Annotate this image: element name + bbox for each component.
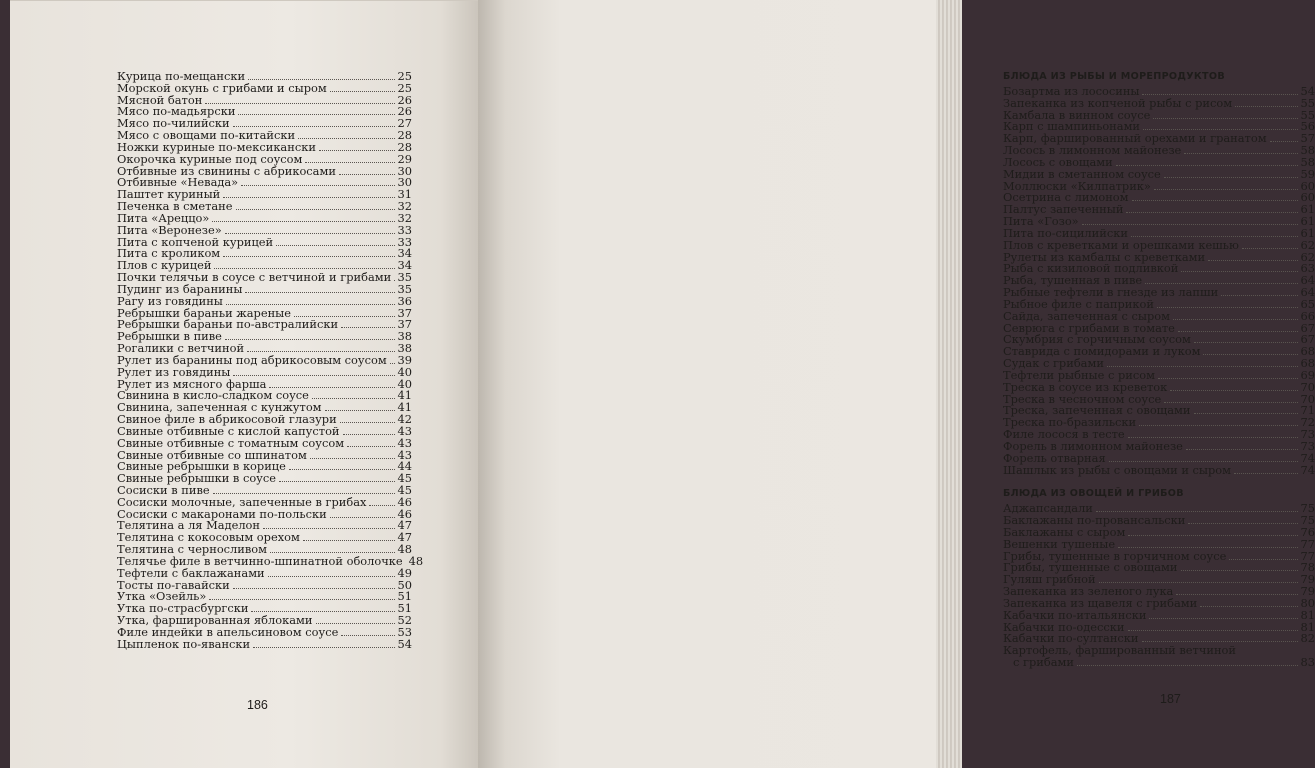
left-toc-list [117,69,424,651]
toc-dot-leader [347,438,394,447]
toc-entry-page: 40 [397,376,412,391]
toc-entry-page: 65 [1300,296,1315,311]
toc-entry-page: 48 [408,553,424,568]
toc-dot-leader [268,568,395,577]
toc-entry-title: Треска в соусе из креветок [1003,379,1168,394]
toc-dot-leader [1109,453,1298,462]
toc-entry-title: Свиные отбивные со шпинатом [117,447,307,462]
toc-dot-leader [1077,657,1298,666]
toc-dot-leader [1186,441,1298,450]
toc-dot-leader [1143,121,1297,130]
toc-entry-title: Шашлык из рыбы с овощами и сыром [1003,462,1231,477]
toc-entry-title: Сосиски молочные, запеченные в грибах [117,494,367,509]
toc-dot-leader [330,83,395,92]
toc-dot-leader [341,627,394,636]
toc-dot-leader [1107,358,1298,367]
toc-entry-title: Рыба, тушенная в пиве [1003,273,1143,288]
toc-entry-page: 43 [397,447,412,462]
toc-entry-page: 64 [1300,285,1315,300]
toc-dot-leader [209,591,394,600]
toc-entry-title: Моллюски «Килпатрик» [1003,178,1151,193]
toc-entry-title: Картофель, фаршированный ветчиной [1003,643,1237,658]
toc-entry-page: 37 [397,305,412,320]
toc-entry-title: Пита «Гозо» [1003,214,1079,229]
toc-dot-leader [341,319,394,328]
toc-entry-title: Мидии в сметанном соусе [1003,166,1161,181]
toc-dot-leader [294,308,395,317]
toc-entry-title: Отбивные из свинины с абрикосами [117,163,336,178]
toc-entry-title: Свинина в кисло-сладком соусе [117,388,309,403]
toc-entry-title: Паштет куриный [117,187,221,202]
toc-entry-title: Скумбрия с горчичным соусом [1003,332,1191,347]
toc-entry-page: 43 [397,423,412,438]
toc-entry-title: Телятина с кокосовым орехом [117,530,300,545]
toc-entry-title: Мясо с овощами по-китайски [117,128,296,143]
toc-dot-leader [276,237,394,246]
toc-entry-title: Ребрышки бараньи жареные [117,305,291,320]
toc-entry-page: 74 [1300,450,1315,465]
toc-dot-leader [1221,287,1297,296]
toc-entry-page: 83 [1300,655,1315,670]
toc-entry-title: Треска по-бразильски [1003,415,1137,430]
toc-entry-title: Свинина, запеченная с кунжутом [117,400,322,415]
toc-entry-page: 59 [1300,166,1315,181]
toc-entry-title: Рагу из говядины [117,293,223,308]
toc-entry-page: 61 [1300,202,1315,217]
toc-dot-leader [270,544,394,553]
toc-entry-title: Палтус запеченный [1003,202,1124,217]
toc-entry-page: 74 [1300,462,1315,477]
toc-dot-leader [1208,252,1297,261]
toc-dot-leader [248,71,394,80]
toc-entry-title: Свиные отбивные с томатным соусом [117,435,345,450]
toc-entry-page: 54 [397,636,412,651]
toc-entry-title: Запеканка из зеленого лука [1003,584,1174,599]
toc-entry-page: 47 [397,530,412,545]
toc-entry-page: 63 [1300,261,1315,276]
toc-entry-page: 81 [1300,619,1315,634]
toc-dot-leader [1184,145,1297,154]
toc-dot-leader [253,639,394,648]
toc-entry-page: 77 [1300,548,1315,563]
toc-dot-leader [1153,110,1297,119]
toc-entry-page: 60 [1300,190,1315,205]
toc-entry-page: 25 [397,80,412,95]
toc-entry-title: Пита «Ареццо» [117,210,210,225]
toc-entry-page: 31 [397,187,412,202]
toc-entry-title: Рыба с кизиловой подливкой [1003,261,1179,276]
toc-entry-title: Сайда, запеченная с сыром [1003,308,1170,323]
toc-entry-title-continued: с грибами [1013,655,1074,670]
toc-dot-leader [1139,417,1297,426]
toc-entry-page: 30 [397,163,412,178]
toc-entry-title: Грибы, тушенные в горчичном соусе [1003,548,1227,563]
toc-entry-title: Ставрида с помидорами и луком [1003,344,1201,359]
toc-entry-page: 46 [397,506,412,521]
toc-entry-page: 68 [1300,344,1315,359]
section-heading: БЛЮДА ИЗ ОВОЩЕЙ И ГРИБОВ [1003,488,1184,500]
toc-dot-leader [1157,299,1298,308]
toc-dot-leader [247,343,394,352]
toc-dot-leader [1194,405,1298,414]
toc-entry-page: 61 [1300,225,1315,240]
toc-dot-leader [1164,169,1298,178]
toc-entry-title: Цыпленок по-явански [117,636,251,651]
toc-entry-title: Курица по-мещански [117,69,246,83]
toc-entry-title: Свиные ребрышки в корице [117,459,286,474]
toc-dot-leader [1203,346,1297,355]
toc-entry-page: 49 [397,565,412,580]
toc-entry-title: Рыбные тефтели в гнезде из лапши [1003,285,1219,300]
toc-entry-title: Осетрина с лимоном [1003,190,1129,205]
toc-dot-leader [1164,394,1297,403]
toc-entry-page: 70 [1300,379,1315,394]
toc-dot-leader [312,390,395,399]
toc-dot-leader [305,154,394,163]
toc-entry-title: Гуляш грибной [1003,572,1096,587]
toc-dot-leader [233,118,395,127]
toc-entry [117,636,412,651]
toc-dot-leader [298,130,394,139]
toc-entry-page: 70 [1300,391,1315,406]
left-page [10,0,478,768]
toc-entry-title: Вешенки тушеные [1003,536,1116,551]
toc-dot-leader [316,615,395,624]
toc-dot-leader [1181,263,1297,272]
toc-dot-leader [263,520,394,529]
right-toc-list [1003,70,1315,669]
toc-entry-title: Тефтели рыбные с рисом [1003,367,1155,382]
toc-entry-title: Свиные ребрышки в соусе [117,471,277,486]
toc-dot-leader [310,450,395,459]
toc-dot-leader [330,509,395,518]
toc-entry-page: 45 [397,482,412,497]
toc-entry-page: 40 [397,364,412,379]
toc-entry-title: Карп с шампиньонами [1003,119,1141,134]
toc-entry-page: 68 [1300,356,1315,371]
toc-entry-page: 53 [397,624,412,639]
toc-dot-leader [1116,157,1298,166]
toc-entry-title: Утка, фаршированная яблоками [117,613,313,628]
toc-dot-leader [1176,586,1297,595]
toc-entry-title: Запеканка из копченой рыбы с рисом [1003,95,1233,110]
toc-dot-leader [1154,181,1298,190]
toc-entry-title: Камбала в винном соусе [1003,107,1151,122]
toc-entry-title: Треска, запеченная с овощами [1003,403,1191,418]
toc-entry-title: Ребрышки бараньи по-австралийски [117,317,339,332]
toc-entry-page: 37 [397,317,412,332]
toc-entry-title: Пита по-сицилийски [1003,225,1128,240]
toc-entry-page: 48 [397,542,412,557]
toc-entry-title: Аджапсандали [1003,501,1093,516]
toc-entry-page: 33 [397,222,412,237]
toc-dot-leader [1128,429,1298,438]
toc-dot-leader [1270,133,1298,142]
toc-entry-page: 47 [397,518,412,533]
toc-entry-title: Плов с курицей [117,258,212,273]
toc-entry-page: 26 [397,104,412,119]
toc-entry-title: Рулет из говядины [117,364,231,379]
toc-entry-page: 55 [1300,95,1315,110]
toc-entry-title: Рулет из мясного фарша [117,376,267,391]
toc-dot-leader [205,95,394,104]
page-number-left: 186 [247,698,268,712]
toc-entry-title: Рулеты из камбалы с креветками [1003,249,1206,264]
toc-dot-leader [1200,598,1297,607]
toc-entry-page: 77 [1300,536,1315,551]
toc-entry-page: 35 [397,270,412,285]
toc-entry-page: 73 [1300,438,1315,453]
toc-entry-page: 75 [1300,501,1315,516]
toc-dot-leader [1132,192,1298,201]
toc-entry-title: Форель отварная [1003,450,1106,465]
toc-entry-title: Мясной батон [117,92,203,107]
toc-entry-title: Свиное филе в абрикосовой глазури [117,412,337,427]
toc-entry-page: 32 [397,210,412,225]
toc-entry-page: 71 [1300,403,1315,418]
toc-entry-title: Рогалики с ветчиной [117,341,245,356]
toc-entry-title: Баклажаны с сыром [1003,524,1126,539]
toc-dot-leader [225,225,395,234]
toc-entry-page: 67 [1300,320,1315,335]
toc-entry [1003,462,1315,477]
toc-entry-title: Почки телячьи в соусе с ветчиной и грибами [117,270,392,285]
toc-dot-leader [269,379,394,388]
toc-dot-leader [1229,551,1297,560]
toc-entry-page: 36 [397,293,412,308]
toc-dot-leader [1188,515,1297,524]
toc-entry-page: 64 [1300,273,1315,288]
toc-entry-page: 32 [397,199,412,214]
section-heading: БЛЮДА ИЗ РЫБЫ И МОРЕПРОДУКТОВ [1003,71,1225,82]
toc-entry-title: Пита «Веронезе» [117,222,222,237]
toc-dot-leader [214,260,394,269]
toc-entry-title: Пудинг из баранины [117,281,243,296]
toc-dot-leader [212,213,394,222]
toc-entry-page: 72 [1300,415,1315,430]
toc-entry-title: Лосось с овощами [1003,154,1113,169]
toc-dot-leader [1128,622,1298,631]
toc-entry-title: Рыбное филе с паприкой [1003,296,1154,311]
toc-dot-leader [343,426,395,435]
toc-entry-title: Отбивные «Невада» [117,175,239,190]
toc-dot-leader [245,284,394,293]
toc-dot-leader [1173,311,1298,320]
toc-entry-page: 81 [1300,607,1315,622]
toc-entry-title: Ребрышки в пиве [117,329,222,344]
toc-entry-page: 50 [397,577,412,592]
toc-entry-page: 38 [397,341,412,356]
toc-entry-page: 44 [397,459,412,474]
toc-entry-page: 42 [397,412,412,427]
toc-entry-page: 51 [397,589,412,604]
toc-dot-leader [289,461,395,470]
toc-entry-title: Сосиски с макаронами по-польски [117,506,327,521]
toc-entry-page: 41 [397,388,412,403]
toc-dot-leader [1149,610,1297,619]
toc-dot-leader [223,189,394,198]
right-page [478,0,1315,768]
toc-entry-title: Баклажаны по-провансальски [1003,513,1186,528]
toc-dot-leader [1142,633,1298,642]
toc-entry-page: 69 [1300,367,1315,382]
toc-entry-page: 27 [397,116,412,131]
toc-dot-leader [1242,240,1298,249]
toc-entry-page: 82 [1300,631,1315,646]
toc-entry-title: Телячье филе в ветчинно-шпинатной оболочке [117,553,403,568]
toc-entry-title: Грибы, тушенные с овощами [1003,560,1178,575]
toc-entry-page: 75 [1300,513,1315,528]
toc-dot-leader [1235,98,1297,107]
toc-dot-leader [1131,228,1298,237]
toc-entry-page: 38 [397,329,412,344]
toc-entry-page: 29 [397,151,412,166]
toc-entry-page: 34 [397,246,412,261]
toc-dot-leader [213,485,395,494]
toc-entry-title: Рулет из баранины под абрикосовым соусом [117,352,387,367]
toc-entry-page: 30 [397,175,412,190]
toc-entry-title: Судак с грибами [1003,356,1104,371]
toc-entry-page: 41 [397,400,412,415]
toc-entry-page: 67 [1300,332,1315,347]
toc-entry-title: Сосиски в пиве [117,482,210,497]
toc-entry-title: Свиные отбивные с кислой капустой [117,423,340,438]
toc-entry-page: 61 [1300,214,1315,229]
toc-entry-page: 33 [397,234,412,249]
toc-entry-page: 62 [1300,237,1315,252]
toc-dot-leader [1158,370,1298,379]
toc-entry-page: 28 [397,139,412,154]
toc-entry-page: 79 [1300,572,1315,587]
toc-entry-title: Тефтели с баклажанами [117,565,265,580]
toc-entry-title: Утка по-страсбургски [117,601,249,616]
toc-entry-title: Ножки куриные по-мексикански [117,139,316,154]
toc-entry-page: 73 [1300,427,1315,442]
toc-dot-leader [225,331,395,340]
toc-entry-page: 45 [397,471,412,486]
toc-entry-title: Утка «Озейль» [117,589,207,604]
toc-entry-page: 52 [397,613,412,628]
toc-dot-leader [1145,275,1297,284]
toc-dot-leader [340,414,395,423]
page-edges [936,0,962,768]
toc-entry-title: Кабачки по-одесски [1003,619,1125,634]
toc-dot-leader [279,473,394,482]
toc-entry-page: 55 [1300,107,1315,122]
toc-entry-title: Карп, фаршированный орехами и гранатом [1003,131,1267,146]
toc-entry-page: 26 [397,92,412,107]
toc-dot-leader [325,402,395,411]
toc-entry-page: 66 [1300,308,1315,323]
toc-entry-title: Мясо по-чилийски [117,116,230,131]
toc-entry-page: 54 [1300,84,1315,98]
toc-entry-title: Телятина с черносливом [117,542,268,557]
toc-dot-leader [339,166,395,175]
toc-entry-page: 79 [1300,584,1315,599]
toc-entry-title: Филе индейки в апельсиновом соусе [117,624,339,639]
toc-entry-page: 60 [1300,178,1315,193]
toc-entry-title: Форель в лимонном майонезе [1003,438,1183,453]
toc-dot-leader [1118,539,1297,548]
page-number-right: 187 [1160,692,1181,706]
toc-entry-title: Филе лосося в тесте [1003,427,1125,442]
toc-entry-page: 80 [1300,595,1315,610]
toc-entry-page: 34 [397,258,412,273]
toc-entry-title: Телятина а ля Маделон [117,518,261,533]
toc-entry-page: 35 [397,281,412,296]
toc-dot-leader [390,355,395,364]
toc-entry-page: 78 [1300,560,1315,575]
toc-entry-page: 62 [1300,249,1315,264]
toc-entry-title: Севрюга с грибами в томате [1003,320,1175,335]
toc-dot-leader [238,106,394,115]
toc-entry-title: Запеканка из щавеля с грибами [1003,595,1198,610]
toc-entry-title: Кабачки по-султански [1003,631,1139,646]
toc-dot-leader [233,580,395,589]
toc-dot-leader [1099,574,1298,583]
toc-entry-page: 76 [1300,524,1315,539]
toc-entry-page: 46 [397,494,412,509]
toc-entry-title: Морской окунь с грибами и сыром [117,80,327,95]
toc-entry-title: Плов с креветками и орешками кешью [1003,237,1239,252]
toc-dot-leader [1082,216,1298,225]
toc-entry-page: 43 [397,435,412,450]
toc-dot-leader [319,142,395,151]
toc-entry-title: Бозартма из лососины [1003,84,1140,98]
toc-entry-page: 58 [1300,154,1315,169]
toc-entry [1003,645,1315,669]
toc-dot-leader [1178,323,1298,332]
toc-entry-title: Печенка в сметане [117,199,233,214]
toc-entry-page: 25 [397,69,412,83]
toc-entry-page: 56 [1300,119,1315,134]
toc-dot-leader [1142,86,1297,95]
toc-entry-page: 58 [1300,143,1315,158]
toc-dot-leader [369,497,394,506]
toc-dot-leader [303,532,395,541]
toc-dot-leader [241,177,394,186]
toc-dot-leader [226,296,395,305]
toc-dot-leader [1096,503,1298,512]
toc-entry-page: 57 [1300,131,1315,146]
toc-entry-title: Пита с кроликом [117,246,221,261]
toc-entry-title: Кабачки по-итальянски [1003,607,1147,622]
toc-dot-leader [1170,382,1297,391]
toc-entry-title: Треска в чесночном соусе [1003,391,1162,406]
toc-dot-leader [1126,204,1297,213]
toc-dot-leader [1181,562,1298,571]
toc-entry-title: Лосось в лимонном майонезе [1003,143,1182,158]
toc-entry-page: 39 [397,352,412,367]
toc-entry-page: 51 [397,601,412,616]
toc-dot-leader [251,603,394,612]
toc-dot-leader [233,367,394,376]
toc-dot-leader [223,248,394,257]
toc-dot-leader [1194,334,1298,343]
toc-entry-title: Мясо по-мадьярски [117,104,236,119]
toc-dot-leader [1234,465,1298,474]
toc-entry-title: Окорочка куриные под соусом [117,151,303,166]
toc-dot-leader [1128,527,1297,536]
toc-entry-title: Тосты по-гавайски [117,577,230,592]
toc-entry-title: Пита с копченой курицей [117,234,274,249]
toc-dot-leader [236,201,395,210]
toc-entry-page: 28 [397,128,412,143]
